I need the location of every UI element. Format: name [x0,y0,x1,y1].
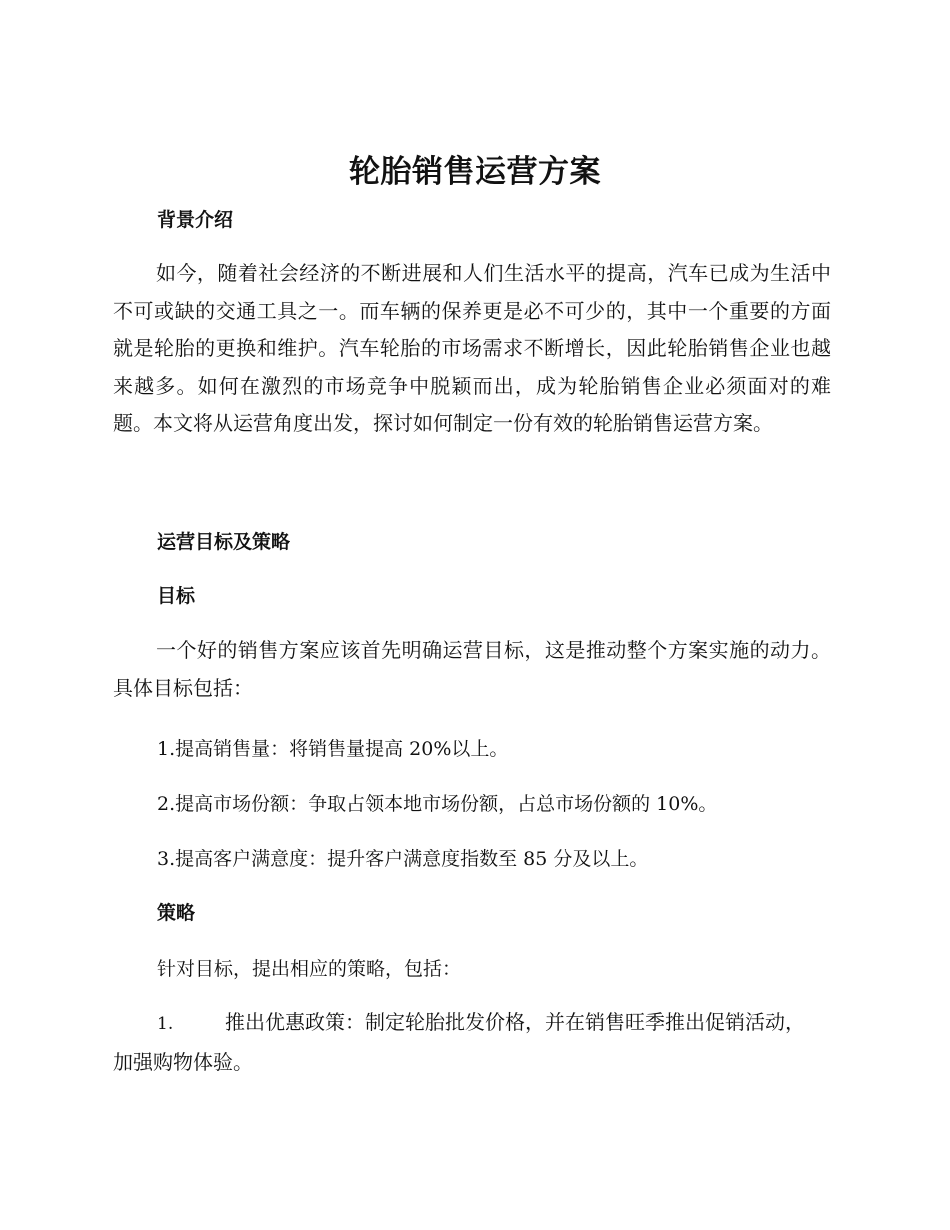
goal-heading: 目标 [157,585,196,607]
strategy-item-number: 1. [157,1014,174,1034]
goal-item-1: 1.提高销售量：将销售量提高 20%以上。 [157,738,509,760]
strategy-item-1 [113,1004,818,1081]
strategy-intro: 针对目标，提出相应的策略，包括： [157,958,462,980]
document-title: 轮胎销售运营方案 [349,154,601,190]
ops-heading: 运营目标及策略 [157,531,291,553]
strategy-item-text: 推出优惠政策：制定轮胎批发价格，并在销售旺季推出促销活动，加强购物体验。 [113,1010,805,1074]
goal-intro-paragraph: 一个好的销售方案应该首先明确运营目标，这是推动整个方案实施的动力。具体目标包括： [113,638,831,700]
background-paragraph: 如今，随着社会经济的不断进展和人们生活水平的提高，汽车已成为生活中不可或缺的交通工具之一。而车辆的保养更是必不可少的，其中一个重要的方面就是轮胎的更换和维护。汽车轮胎的市场需求不断增长，因此轮胎销售企业也越来越多。如何在激烈的市场竞争中脱颖而出，成为轮胎销售企业必须面对的难题。本文将从运营角度出发，探讨如何制定一份有效的轮胎销售运营方案。 [113,261,831,436]
background-heading: 背景介绍 [157,209,234,231]
goal-item-2: 2.提高市场份额：争取占领本地市场份额，占总市场份额的 10%。 [157,793,718,815]
goal-item-3: 3.提高客户满意度：提升客户满意度指数至 85 分及以上。 [157,848,649,870]
strategy-heading: 策略 [157,902,196,924]
